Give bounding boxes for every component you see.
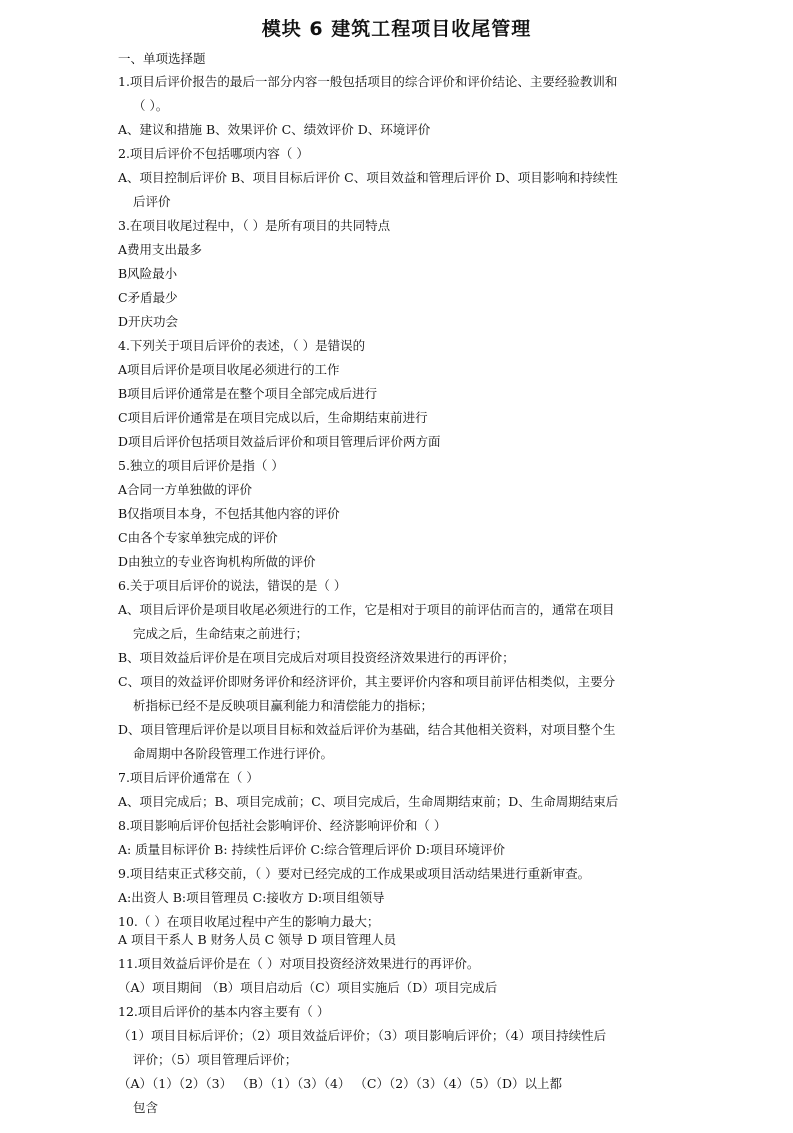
question-4-option-c: C项目后评价通常是在项目完成以后，生命期结束前进行 <box>118 410 428 425</box>
page-title: 模块 6 建筑工程项目收尾管理 <box>261 18 532 40</box>
question-11-options: （A）项目期间 （B）项目启动后（C）项目实施后（D）项目完成后 <box>118 980 498 995</box>
question-12-options-cont: 包含 <box>133 1100 159 1115</box>
question-4-option-a: A项目后评价是项目收尾必须进行的工作 <box>118 362 340 377</box>
question-12-items: （1）项目目标后评价；（2）项目效益后评价；（3）项目影响后评价；（4）项目持续性后 <box>118 1028 607 1043</box>
question-5-option-d: D由独立的专业咨询机构所做的评价 <box>118 554 316 569</box>
question-4-stem: 4.下列关于项目后评价的表述，（ ）是错误的 <box>118 338 366 353</box>
question-6-option-a-cont: 完成之后，生命结束之前进行； <box>133 626 309 641</box>
section-heading: 一、单项选择题 <box>118 51 206 66</box>
question-3-option-a: A费用支出最多 <box>118 242 203 257</box>
question-4-option-b: B项目后评价通常是在整个项目全部完成后进行 <box>118 386 378 401</box>
question-12-items-cont: 评价；（5）项目管理后评价； <box>133 1052 298 1067</box>
question-2-options-cont: 后评价 <box>133 194 171 209</box>
question-5-option-a: A合同一方单独做的评价 <box>118 482 253 497</box>
question-6-option-c: C、项目的效益评价即财务评价和经济评价，其主要评价内容和项目前评估相类似，主要分 <box>118 674 616 689</box>
question-5-stem: 5.独立的项目后评价是指（ ） <box>118 458 284 473</box>
question-1-options: A、建议和措施 B、效果评价 C、绩效评价 D、环境评价 <box>118 122 431 137</box>
question-9-options: A:出资人 B:项目管理员 C:接收方 D:项目组领导 <box>118 890 385 905</box>
question-11-stem: 11.项目效益后评价是在（ ）对项目投资经济效果进行的再评价。 <box>118 956 480 971</box>
question-4-option-d: D项目后评价包括项目效益后评价和项目管理后评价两方面 <box>118 434 441 449</box>
question-12-options: （A）（1）（2）（3） （B）（1）（3）（4） （C）（2）（3）（4）（5）（D）以上都 <box>118 1076 563 1091</box>
question-6-option-d: D、项目管理后评价是以项目目标和效益后评价为基础，结合其他相关资料，对项目整个生 <box>118 722 616 737</box>
question-9-stem: 9.项目结束正式移交前，（ ）要对已经完成的工作成果或项目活动结果进行重新审查。 <box>118 866 591 881</box>
question-3-option-d: D开庆功会 <box>118 314 179 329</box>
question-3-stem: 3.在项目收尾过程中，（ ）是所有项目的共同特点 <box>118 218 391 233</box>
question-6-option-d-cont: 命周期中各阶段管理工作进行评价。 <box>133 746 334 761</box>
question-12-stem: 12.项目后评价的基本内容主要有（ ） <box>118 1004 330 1019</box>
question-1-stem: 1.项目后评价报告的最后一部分内容一般包括项目的综合评价和评价结论、主要经验教训和 <box>118 74 618 89</box>
question-2-stem: 2.项目后评价不包括哪项内容（ ） <box>118 146 309 161</box>
question-3-option-c: C矛盾最少 <box>118 290 178 305</box>
question-7-stem: 7.项目后评价通常在（ ） <box>118 770 259 785</box>
question-6-option-b: B、项目效益后评价是在项目完成后对项目投资经济效果进行的再评价； <box>118 650 515 665</box>
question-6-stem: 6.关于项目后评价的说法，错误的是（ ） <box>118 578 347 593</box>
question-10-options: A 项目干系人 B 财务人员 C 领导 D 项目管理人员 <box>118 932 397 947</box>
question-2-options: A、项目控制后评价 B、项目目标后评价 C、项目效益和管理后评价 D、项目影响和持续性 <box>118 170 618 185</box>
question-3-option-b: B风险最小 <box>118 266 178 281</box>
question-7-options: A、项目完成后；B、项目完成前；C、项目完成后，生命周期结束前；D、生命周期结束后 <box>118 794 619 809</box>
question-5-option-b: B仅指项目本身，不包括其他内容的评价 <box>118 506 340 521</box>
question-10-stem: 10.（ ）在项目收尾过程中产生的影响力最大； <box>118 914 380 929</box>
question-1-blank: （ ）。 <box>133 98 169 113</box>
question-6-option-c-cont: 析指标已经不是反映项目赢利能力和清偿能力的指标； <box>133 698 434 713</box>
question-8-stem: 8.项目影响后评价包括社会影响评价、经济影响评价和（ ） <box>118 818 447 833</box>
question-6-option-a: A、项目后评价是项目收尾必须进行的工作，它是相对于项目的前评估而言的，通常在项目 <box>118 602 615 617</box>
question-5-option-c: C由各个专家单独完成的评价 <box>118 530 278 545</box>
question-8-options: A: 质量目标评价 B: 持续性后评价 C:综合管理后评价 D:项目环境评价 <box>118 842 506 857</box>
